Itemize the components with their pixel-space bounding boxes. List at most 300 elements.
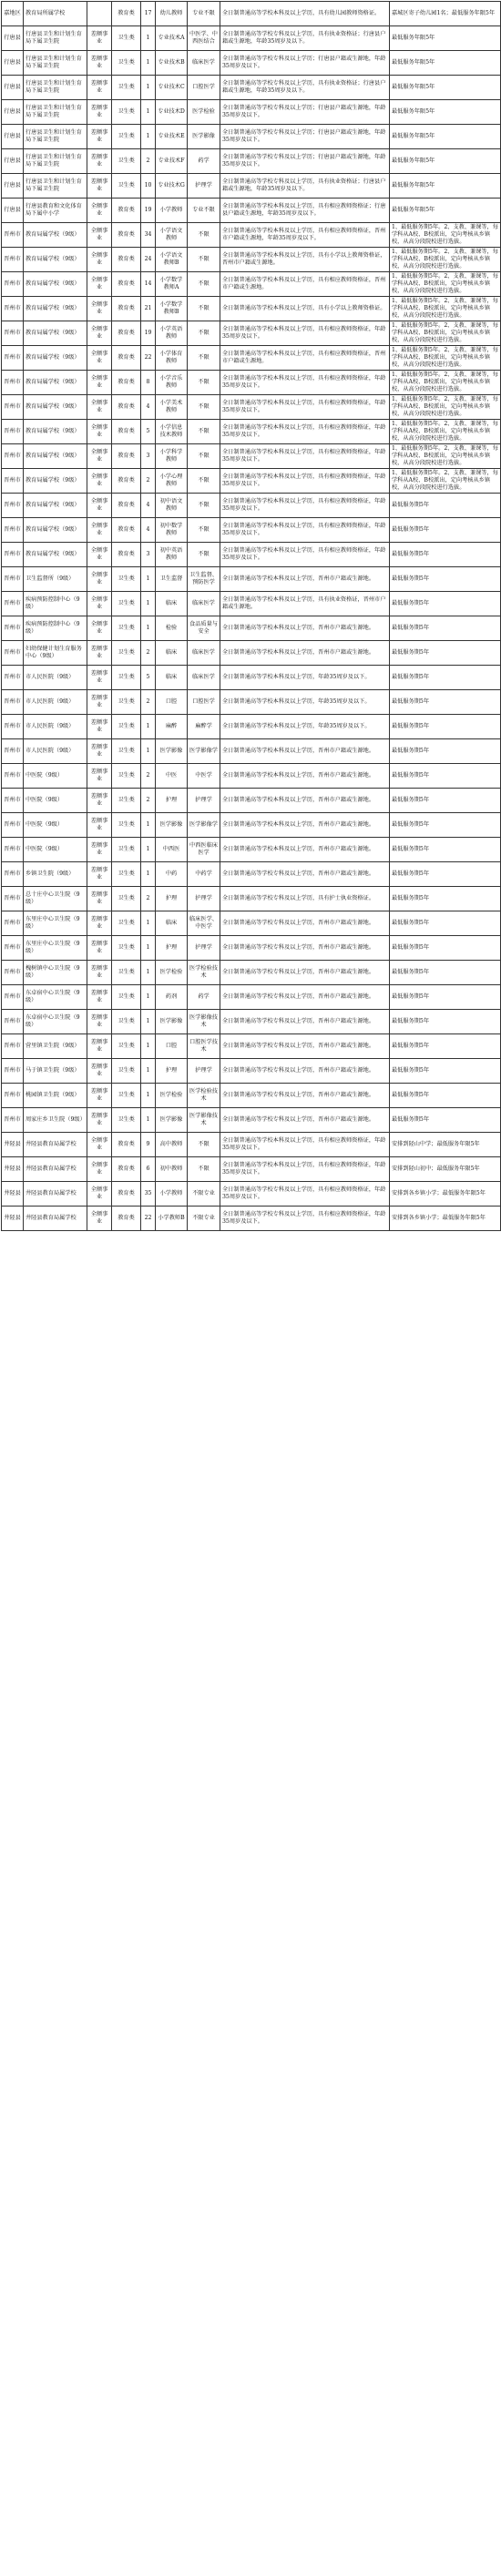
table-row [2, 961, 501, 985]
note-cell: 最低服务年限5年 [390, 149, 501, 174]
conditions-cell: 全日制普通高等学校本科及以上学历，具有相应教师资格证，年龄35周岁及以下。 [220, 518, 390, 543]
table-row [2, 1108, 501, 1133]
type-cell: 全额事业 [87, 223, 112, 248]
table-row [2, 297, 501, 321]
county-cell: 晋州市 [2, 764, 24, 789]
type-cell: 全额事业 [87, 616, 112, 641]
category-cell: 教育类 [112, 223, 141, 248]
note-cell: 1、最低服务期5年。2、支教、兼课等，每学科从A校、B校派出，定向考核从乡镇校，从高分段院校进行选拔。 [390, 272, 501, 297]
conditions-cell: 全日制普通高等学校专科及以上学历；行唐县户籍或生源地，年龄35周岁及以下。 [220, 125, 390, 149]
note-cell: 最低服务期5年 [390, 592, 501, 616]
major-cell: 中医学 [188, 764, 220, 789]
major-cell: 医学影像学 [188, 739, 220, 764]
post-cell: 卫生监督 [156, 567, 188, 592]
type-cell: 差额事业 [87, 100, 112, 125]
type-cell: 差额事业 [87, 985, 112, 1010]
note-cell: 最低服务期5年 [390, 1034, 501, 1059]
county-cell: 晋州市 [2, 1108, 24, 1133]
major-cell: 不限 [188, 371, 220, 395]
major-cell: 不限 [188, 469, 220, 494]
table-row [2, 174, 501, 199]
type-cell: 全额事业 [87, 297, 112, 321]
table-row [2, 690, 501, 715]
post-cell: 小学英语教师 [156, 321, 188, 346]
note-cell: 1、最低服务期5年。2、支教、兼课等，每学科从A校、B校派出，定向考核从乡镇校，从高分段院校进行选拔。 [390, 248, 501, 272]
table-row [2, 321, 501, 346]
major-cell: 临床医学 [188, 641, 220, 666]
conditions-cell: 全日制普通高等学校本科及以上学历，具有相应教师资格证，年龄35周岁及以下。 [220, 371, 390, 395]
type-cell: 全额事业 [87, 567, 112, 592]
conditions-cell: 全日制普通高等学校专科及以上学历，晋州市户籍或生源地。 [220, 1010, 390, 1034]
major-cell: 中医学、中西医结合 [188, 26, 220, 51]
major-cell: 不限 [188, 420, 220, 444]
major-cell: 临床医学 [188, 51, 220, 76]
conditions-cell: 全日制普通高等学校专科及以上学历，晋州市户籍或生源地。 [220, 911, 390, 936]
conditions-cell: 全日制普通高等学校本科及以上学历，具有相应教师资格证，年龄35周岁及以下。 [220, 395, 390, 420]
conditions-cell: 全日制普通高等学校专科及以上学历；行唐县户籍或生源地，年龄35周岁及以下。 [220, 100, 390, 125]
count-cell: 1 [141, 862, 156, 887]
type-cell: 差额事业 [87, 887, 112, 911]
category-cell: 卫生类 [112, 764, 141, 789]
county-cell: 晋州市 [2, 567, 24, 592]
conditions-cell: 全日制普通高等学校专科及以上学历，晋州市户籍或生源地。 [220, 1108, 390, 1133]
post-cell: 护理 [156, 1059, 188, 1084]
category-cell: 卫生类 [112, 26, 141, 51]
table-row [2, 1207, 501, 1231]
table-row [2, 616, 501, 641]
county-cell: 行唐县 [2, 100, 24, 125]
type-cell: 全额事业 [87, 1182, 112, 1207]
conditions-cell: 全日制普通高等学校本科及以上学历，晋州市户籍或生源地。 [220, 641, 390, 666]
note-cell: 安排到各乡镇小学；最低服务年限5年 [390, 1207, 501, 1231]
count-cell: 14 [141, 272, 156, 297]
type-cell: 全额事业 [87, 248, 112, 272]
county-cell: 晋州市 [2, 789, 24, 813]
county-cell: 晋州市 [2, 518, 24, 543]
count-cell: 22 [141, 1207, 156, 1231]
unit-cell: 中医院（9级） [24, 838, 87, 862]
major-cell: 不限 [188, 248, 220, 272]
type-cell: 差额事业 [87, 125, 112, 149]
type-cell: 差额事业 [87, 149, 112, 174]
post-cell: 中西医 [156, 838, 188, 862]
conditions-cell: 全日制普通高等学校本科及以上学历，年龄35周岁及以下。 [220, 690, 390, 715]
conditions-cell: 全日制普通高等学校专科及以上学历，晋州市户籍或生源地。 [220, 936, 390, 961]
major-cell: 护理学 [188, 789, 220, 813]
post-cell: 小学心理教师 [156, 469, 188, 494]
county-cell: 晋州市 [2, 395, 24, 420]
county-cell: 行唐县 [2, 199, 24, 223]
unit-cell: 东卓宿中心卫生院（9级） [24, 985, 87, 1010]
type-cell: 全额事业 [87, 494, 112, 518]
table-row [2, 2, 501, 26]
table-row [2, 51, 501, 76]
unit-cell: 乡镇卫生院（9级） [24, 862, 87, 887]
type-cell: 全额事业 [87, 420, 112, 444]
table-row [2, 567, 501, 592]
major-cell: 不限 [188, 395, 220, 420]
major-cell: 医学影像学 [188, 813, 220, 838]
table-row [2, 444, 501, 469]
post-cell: 小学数学教师A [156, 272, 188, 297]
note-cell: 最低服务期5年 [390, 1010, 501, 1034]
note-cell: 最低服务期5年 [390, 616, 501, 641]
count-cell: 1 [141, 813, 156, 838]
county-cell: 晋州市 [2, 444, 24, 469]
count-cell: 35 [141, 1182, 156, 1207]
count-cell: 1 [141, 911, 156, 936]
count-cell: 1 [141, 26, 156, 51]
major-cell: 临床医学、中医学 [188, 911, 220, 936]
county-cell: 晋州市 [2, 985, 24, 1010]
type-cell: 差额事业 [87, 764, 112, 789]
count-cell: 10 [141, 174, 156, 199]
county-cell: 晋州市 [2, 592, 24, 616]
post-cell: 中医 [156, 764, 188, 789]
county-cell: 晋州市 [2, 223, 24, 248]
unit-cell: 行唐县卫生和计划生育局下属卫生院 [24, 149, 87, 174]
category-cell: 教育类 [112, 1207, 141, 1231]
note-cell: 最低服务年限5年 [390, 76, 501, 100]
note-cell: 嘉城区寄子幼儿园1名；最低服务年限5年 [390, 2, 501, 26]
count-cell: 1 [141, 961, 156, 985]
count-cell: 2 [141, 641, 156, 666]
note-cell: 最低服务年限5年 [390, 100, 501, 125]
major-cell: 临床医学 [188, 666, 220, 690]
unit-cell: 中医院（9级） [24, 789, 87, 813]
unit-cell: 总十庄中心卫生院（9级） [24, 887, 87, 911]
unit-cell: 教育局属学校（9级） [24, 543, 87, 567]
type-cell: 差额事业 [87, 838, 112, 862]
category-cell: 卫生类 [112, 1059, 141, 1084]
unit-cell: 教育局所属学校 [24, 2, 87, 26]
category-cell: 卫生类 [112, 789, 141, 813]
post-cell: 医学影像 [156, 813, 188, 838]
unit-cell: 行唐县卫生和计划生育局下属卫生院 [24, 100, 87, 125]
unit-cell: 市人民医院（9级） [24, 690, 87, 715]
table-row [2, 395, 501, 420]
conditions-cell: 全日制普通高等学校本科及以上学历，具有相应教师资格证，年龄35周岁及以下。 [220, 543, 390, 567]
category-cell: 卫生类 [112, 1034, 141, 1059]
count-cell: 1 [141, 592, 156, 616]
post-cell: 药剂 [156, 985, 188, 1010]
county-cell: 晋州市 [2, 887, 24, 911]
post-cell: 小学美术教师 [156, 395, 188, 420]
category-cell: 教育类 [112, 371, 141, 395]
post-cell: 医学影像 [156, 1010, 188, 1034]
count-cell: 24 [141, 248, 156, 272]
county-cell: 行唐县 [2, 174, 24, 199]
type-cell: 差额事业 [87, 1010, 112, 1034]
county-cell: 晋州市 [2, 346, 24, 371]
conditions-cell: 全日制普通高等学校本科及以上学历，具有相应教师资格证，年龄35周岁及以下。 [220, 321, 390, 346]
major-cell: 护理学 [188, 936, 220, 961]
major-cell: 专业不限 [188, 2, 220, 26]
conditions-cell: 全日制普通高等学校本科及以上学历，具有相应教师资格证，晋州市户籍或生源地。 [220, 272, 390, 297]
note-cell: 最低服务期5年 [390, 887, 501, 911]
major-cell: 不限 [188, 518, 220, 543]
table-row [2, 1133, 501, 1157]
category-cell: 卫生类 [112, 51, 141, 76]
unit-cell: 市人民医院（9级） [24, 666, 87, 690]
type-cell: 差额事业 [87, 76, 112, 100]
note-cell: 1、最低服务期5年。2、支教、兼课等，每学科从A校、B校派出，定向考核从乡镇校，从高分段院校进行选拔。 [390, 223, 501, 248]
unit-cell: 教育局属学校（9级） [24, 444, 87, 469]
note-cell: 最低服务期5年 [390, 690, 501, 715]
post-cell: 护理 [156, 887, 188, 911]
note-cell: 1、最低服务期5年。2、支教、兼课等，每学科从A校、B校派出，定向考核从乡镇校，从高分段院校进行选拔。 [390, 420, 501, 444]
note-cell: 安排到陉山初中；最低服务年限5年 [390, 1157, 501, 1182]
note-cell: 最低服务期5年 [390, 961, 501, 985]
major-cell: 不限 [188, 321, 220, 346]
major-cell: 医学检验技术 [188, 1084, 220, 1108]
county-cell: 行唐县 [2, 125, 24, 149]
major-cell: 专业不限 [188, 199, 220, 223]
note-cell: 最低服务期5年 [390, 715, 501, 739]
unit-cell: 教育局属学校（9级） [24, 297, 87, 321]
unit-cell: 东里庄中心卫生院（9级） [24, 911, 87, 936]
count-cell: 4 [141, 494, 156, 518]
count-cell: 2 [141, 690, 156, 715]
major-cell: 不限 [188, 1157, 220, 1182]
unit-cell: 营里镇卫生院（9级） [24, 1034, 87, 1059]
major-cell: 医学检验技术 [188, 961, 220, 985]
note-cell: 最低服务年限5年 [390, 174, 501, 199]
unit-cell: 周家庄乡卫生院（9级） [24, 1108, 87, 1133]
unit-cell: 教育局属学校（9级） [24, 346, 87, 371]
type-cell: 差额事业 [87, 641, 112, 666]
note-cell: 最低服务期5年 [390, 666, 501, 690]
table-row [2, 936, 501, 961]
unit-cell: 井陉县教育局属学校 [24, 1182, 87, 1207]
county-cell: 晋州市 [2, 1010, 24, 1034]
unit-cell: 行唐县卫生和计划生育局下属卫生院 [24, 125, 87, 149]
unit-cell: 疾病预防控制中心（9级） [24, 616, 87, 641]
type-cell: 差额事业 [87, 715, 112, 739]
major-cell: 药学 [188, 149, 220, 174]
unit-cell: 教育局属学校（9级） [24, 248, 87, 272]
table-row [2, 149, 501, 174]
conditions-cell: 全日制普通高等学校本科及以上学历，年龄35周岁及以下。 [220, 666, 390, 690]
type-cell: 差额事业 [87, 739, 112, 764]
conditions-cell: 全日制普通高等学校本科及以上学历，年龄35周岁及以下。 [220, 715, 390, 739]
conditions-cell: 全日制普通高等学校本科及以上学历，具有小学以上教师资格证。 [220, 297, 390, 321]
major-cell: 不限 [188, 272, 220, 297]
post-cell: 专业技术B [156, 51, 188, 76]
note-cell: 最低服务期5年 [390, 494, 501, 518]
category-cell: 卫生类 [112, 125, 141, 149]
category-cell: 卫生类 [112, 76, 141, 100]
category-cell: 教育类 [112, 321, 141, 346]
post-cell: 临床 [156, 666, 188, 690]
type-cell [87, 2, 112, 26]
note-cell: 1、最低服务期5年。2、支教、兼课等，每学科从A校、B校派出，定向考核从乡镇校，从高分段院校进行选拔。 [390, 321, 501, 346]
major-cell: 不限 [188, 223, 220, 248]
category-cell: 教育类 [112, 1182, 141, 1207]
table-row [2, 248, 501, 272]
post-cell: 护理 [156, 789, 188, 813]
major-cell: 临床医学 [188, 592, 220, 616]
table-row [2, 223, 501, 248]
category-cell: 卫生类 [112, 887, 141, 911]
type-cell: 全额事业 [87, 592, 112, 616]
conditions-cell: 全日制普通高等学校本科及以上学历，具有相应教师资格证，晋州市户籍或生源地。 [220, 346, 390, 371]
category-cell: 卫生类 [112, 715, 141, 739]
unit-cell: 教育局属学校（9级） [24, 469, 87, 494]
conditions-cell: 全日制普通高等学校专科及以上学历，晋州市户籍或生源地。 [220, 1034, 390, 1059]
major-cell: 口腔医学 [188, 76, 220, 100]
table-row [2, 272, 501, 297]
category-cell: 卫生类 [112, 666, 141, 690]
unit-cell: 井陉县教育局属学校 [24, 1157, 87, 1182]
county-cell: 晋州市 [2, 543, 24, 567]
category-cell: 教育类 [112, 2, 141, 26]
category-cell: 卫生类 [112, 813, 141, 838]
conditions-cell: 全日制普通高等学校本科及以上学历，具有相应教师资格证，年龄35周岁及以下。 [220, 444, 390, 469]
conditions-cell: 全日制普通高等学校专科及以上学历，晋州市户籍或生源地。 [220, 961, 390, 985]
category-cell: 教育类 [112, 494, 141, 518]
major-cell: 医学检验 [188, 100, 220, 125]
conditions-cell: 全日制普通高等学校专科及以上学历，具有护士执业资格证。 [220, 887, 390, 911]
category-cell: 教育类 [112, 420, 141, 444]
conditions-cell: 全日制普通高等学校本科及以上学历，具有相应教师资格证，年龄35周岁及以下。 [220, 494, 390, 518]
post-cell: 专业技术G [156, 174, 188, 199]
count-cell: 1 [141, 125, 156, 149]
note-cell: 1、最低服务期5年。2、支教、兼课等，每学科从A校、B校派出，定向考核从乡镇校，从高分段院校进行选拔。 [390, 371, 501, 395]
county-cell: 井陉县 [2, 1207, 24, 1231]
major-cell: 不限 [188, 297, 220, 321]
post-cell: 口腔 [156, 690, 188, 715]
conditions-cell: 全日制普通高等学校本科及以上学历，具有相应教师资格证，年龄35周岁及以下。 [220, 1133, 390, 1157]
count-cell: 2 [141, 149, 156, 174]
count-cell: 5 [141, 666, 156, 690]
unit-cell: 行唐县教育和文化体育局下属中小学 [24, 199, 87, 223]
county-cell: 井陉县 [2, 1157, 24, 1182]
table-row [2, 838, 501, 862]
note-cell: 最低服务期5年 [390, 518, 501, 543]
post-cell: 小学教师 [156, 199, 188, 223]
conditions-cell: 全日制普通高等学校本科及以上学历，具有相应教师资格证；行唐县户籍或生源地，年龄35周岁及以下。 [220, 199, 390, 223]
type-cell: 差额事业 [87, 961, 112, 985]
category-cell: 卫生类 [112, 911, 141, 936]
table-row [2, 125, 501, 149]
category-cell: 教育类 [112, 248, 141, 272]
count-cell: 1 [141, 51, 156, 76]
major-cell: 医学影像技术 [188, 1108, 220, 1133]
major-cell: 不限 [188, 494, 220, 518]
major-cell: 不限 [188, 1133, 220, 1157]
type-cell: 全额事业 [87, 1133, 112, 1157]
category-cell: 教育类 [112, 395, 141, 420]
major-cell: 中药学 [188, 862, 220, 887]
table-row [2, 1059, 501, 1084]
table-row [2, 100, 501, 125]
note-cell: 最低服务期5年 [390, 641, 501, 666]
type-cell: 全额事业 [87, 321, 112, 346]
table-row [2, 518, 501, 543]
post-cell: 临床 [156, 911, 188, 936]
table-row [2, 76, 501, 100]
conditions-cell: 全日制普通高等学校本科及以上学历，具有相应教师资格证，年龄35周岁及以下。 [220, 420, 390, 444]
table-row [2, 1034, 501, 1059]
major-cell: 口腔医学技术 [188, 1034, 220, 1059]
conditions-cell: 全日制普通高等学校本科及以上学历，晋州市户籍或生源地。 [220, 567, 390, 592]
county-cell: 晋州市 [2, 838, 24, 862]
note-cell: 最低服务期5年 [390, 862, 501, 887]
type-cell: 全额事业 [87, 518, 112, 543]
count-cell: 19 [141, 321, 156, 346]
conditions-cell: 全日制普通高等学校专科及以上学历，晋州市户籍或生源地。 [220, 862, 390, 887]
unit-cell: 教育局属学校（9级） [24, 223, 87, 248]
post-cell: 小学语文教师 [156, 223, 188, 248]
unit-cell: 疾病预防控制中心（9级） [24, 592, 87, 616]
count-cell: 1 [141, 1034, 156, 1059]
count-cell: 1 [141, 1084, 156, 1108]
note-cell: 最低服务期5年 [390, 813, 501, 838]
major-cell: 麻醉学 [188, 715, 220, 739]
post-cell: 专业技术A [156, 26, 188, 51]
count-cell: 34 [141, 223, 156, 248]
category-cell: 教育类 [112, 444, 141, 469]
major-cell: 药学 [188, 985, 220, 1010]
post-cell: 小学语文教师B [156, 248, 188, 272]
type-cell: 差额事业 [87, 51, 112, 76]
table-row [2, 1084, 501, 1108]
post-cell: 专业技术F [156, 149, 188, 174]
note-cell: 最低服务年限5年 [390, 26, 501, 51]
post-cell: 初中数学教师 [156, 518, 188, 543]
county-cell: 晋州市 [2, 616, 24, 641]
county-cell: 晋州市 [2, 1084, 24, 1108]
conditions-cell: 全日制普通高等学校专科及以上学历，具有执业资格证；行唐县户籍或生源地，年龄35周岁及以下。 [220, 76, 390, 100]
county-cell: 晋州市 [2, 690, 24, 715]
count-cell: 4 [141, 518, 156, 543]
major-cell: 中西医临床医学 [188, 838, 220, 862]
conditions-cell: 全日制普通高等学校专科及以上学历，具有相应教师资格证，年龄35周岁及以下。 [220, 1207, 390, 1231]
note-cell: 1、最低服务期5年。2、支教、兼课等，每学科从A校、B校派出，定向考核从乡镇校，从高分段院校进行选拔。 [390, 346, 501, 371]
type-cell: 差额事业 [87, 1034, 112, 1059]
count-cell: 5 [141, 420, 156, 444]
count-cell: 3 [141, 444, 156, 469]
count-cell: 1 [141, 838, 156, 862]
post-cell: 临床 [156, 641, 188, 666]
major-cell: 不限专业 [188, 1207, 220, 1231]
county-cell: 行唐县 [2, 76, 24, 100]
count-cell: 1 [141, 1108, 156, 1133]
major-cell: 口腔医学 [188, 690, 220, 715]
county-cell: 晋州市 [2, 420, 24, 444]
post-cell: 初中教师 [156, 1157, 188, 1182]
county-cell: 晋州市 [2, 1059, 24, 1084]
table-row [2, 371, 501, 395]
note-cell: 最低服务期5年 [390, 1084, 501, 1108]
note-cell: 最低服务期5年 [390, 764, 501, 789]
post-cell: 幼儿教师 [156, 2, 188, 26]
count-cell: 6 [141, 1157, 156, 1182]
post-cell: 专业技术D [156, 100, 188, 125]
post-cell: 小学数学教师B [156, 297, 188, 321]
post-cell: 医学影像 [156, 739, 188, 764]
type-cell: 差额事业 [87, 1108, 112, 1133]
conditions-cell: 全日制普通高等学校专科及以上学历；行唐县户籍或生源地，年龄35周岁及以下。 [220, 51, 390, 76]
count-cell: 9 [141, 1133, 156, 1157]
table-row [2, 26, 501, 51]
unit-cell: 东里庄中心卫生院（9级） [24, 936, 87, 961]
category-cell: 卫生类 [112, 641, 141, 666]
county-cell: 晋州市 [2, 248, 24, 272]
county-cell: 井陉县 [2, 1182, 24, 1207]
note-cell: 1、最低服务期5年。2、支教、兼课等，每学科从A校、B校派出，定向考核从乡镇校，从高分段院校进行选拔。 [390, 395, 501, 420]
